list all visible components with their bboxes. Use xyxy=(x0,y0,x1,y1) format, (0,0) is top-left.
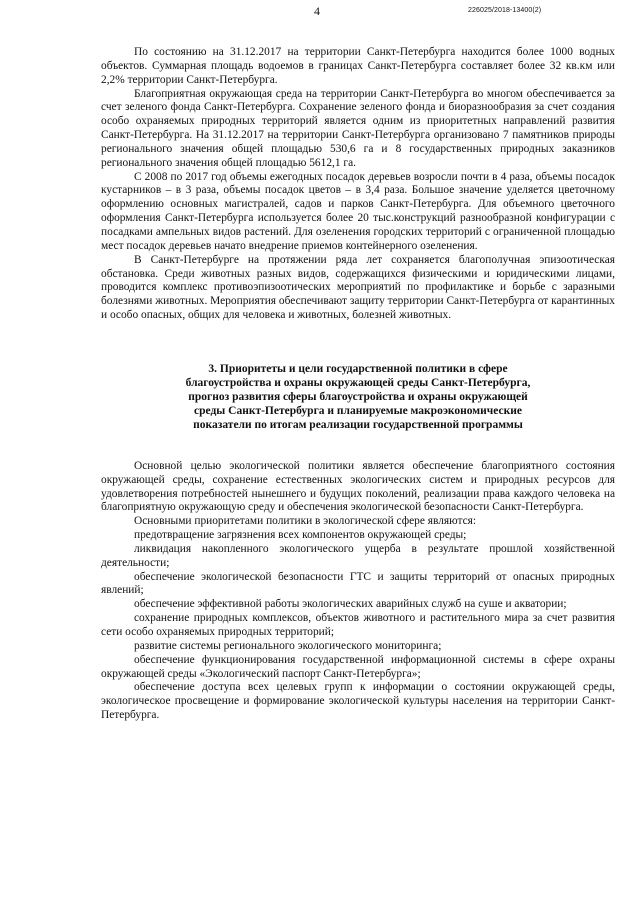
section-heading-line: показатели по итогам реализации государственной программы xyxy=(193,418,523,431)
priority-item: ликвидация накопленного экологического ущерба в результате прошлой хозяйственной деятельности; xyxy=(101,542,615,569)
paragraph-green-fund: Благоприятная окружающая среда на территории Санкт-Петербурга во многом обеспечивается за счет зеленого фонда Санкт-Петербурга. Сохранение зеленого фонда и биоразнообразия за счет создания особо охраняемых природных территорий является одним из приоритетных направлений развития Санкт-Петербурга. На 31.12.2017 на территории Санкт-Петербурга организовано 7 памятников природы регионального значения общей площадью 530,6 га и 8 государственных природных заказников регионального значения общей площадью 5612,1 га. xyxy=(101,87,615,169)
paragraph-main-goal: Основной целью экологической политики является обеспечение благоприятного состояния окружающей среды, сохранение естественных экологических систем и природных ресурсов для удовлетворения потребностей нынешнего и будущих поколений, реализации права каждого человека на благоприятную окружающую среду и обеспечения экологической безопасности Санкт-Петербурга. xyxy=(101,459,615,514)
section-heading-line: 3. Приоритеты и цели государственной политики в сфере xyxy=(208,362,508,375)
priority-item: обеспечение функционирования государственной информационной системы в сфере охраны окружающей среды «Экологический паспорт Санкт-Петербурга»; xyxy=(101,653,615,680)
paragraph-priorities-intro: Основными приоритетами политики в экологической сфере являются: xyxy=(134,515,477,528)
priority-item: обеспечение доступа всех целевых групп к информации о состоянии окружающей среды, экологическое просвещение и формирование экологической культуры населения на территории Санкт-Петербурга. xyxy=(101,681,615,722)
document-registration-code: 226025/2018-13400(2) xyxy=(468,7,542,14)
document-body xyxy=(101,46,615,723)
priority-item: развитие системы регионального экологического мониторинга; xyxy=(134,639,442,652)
priority-item: предотвращение загрязнения всех компонентов окружающей среды; xyxy=(134,529,467,542)
section-heading-line: прогноз развития сферы благоустройства и охраны окружающей xyxy=(188,390,528,403)
section-heading-line: благоустройства и охраны окружающей среды Санкт-Петербурга, xyxy=(185,376,531,389)
paragraph-plantings: С 2008 по 2017 год объемы ежегодных посадок деревьев возросли почти в 4 раза, объемы посадок кустарников – в 3 раза, объемы посадок цветов – в 3,4 раза. Большое значение уделяется цветочному оформлению основных магистралей, садов и парков Санкт-Петербурга. Для объемного цветочного оформления Санкт-Петербурга используется более 20 тыс.конструкций разнообразной конфигурации с посадками ампельных видов растений. Для озеленения городских территорий с ограниченной площадью мест посадок деревьев начато внедрение приемов контейнерного озеленения. xyxy=(101,170,615,252)
section-heading xyxy=(101,362,615,432)
paragraph-water-objects: По состоянию на 31.12.2017 на территории Санкт-Петербурга находится более 1000 водных объектов. Суммарная площадь водоемов в границах Санкт-Петербурга составляет более 32 кв.км или 2,2% территории Санкт-Петербурга. xyxy=(101,46,615,86)
section-heading-line: среды Санкт-Петербурга и планируемые макроэкономические xyxy=(194,404,522,417)
priorities-list xyxy=(101,529,615,723)
page-number: 4 xyxy=(314,4,320,18)
paragraph-epizootic: В Санкт-Петербурге на протяжении ряда лет сохраняется благополучная эпизоотическая обстановка. Среди животных разных видов, содержащихся физическими и юридическими лицами, проводится комплекс противоэпизоотических мероприятий по профилактике и борьбе с заразными болезнями животных. Мероприятия обеспечивают защиту территории Санкт-Петербурга от карантинных и особо опасных, общих для человека и животных, болезней животных. xyxy=(101,253,615,322)
priority-item: обеспечение эффективной работы экологических аварийных служб на суше и акватории; xyxy=(134,598,567,611)
priority-item: обеспечение экологической безопасности ГТС и защиты территорий от опасных природных явлений; xyxy=(101,570,615,597)
priority-item: сохранение природных комплексов, объектов животного и растительного мира за счет развития сети особо охраняемых природных территорий; xyxy=(101,612,615,638)
